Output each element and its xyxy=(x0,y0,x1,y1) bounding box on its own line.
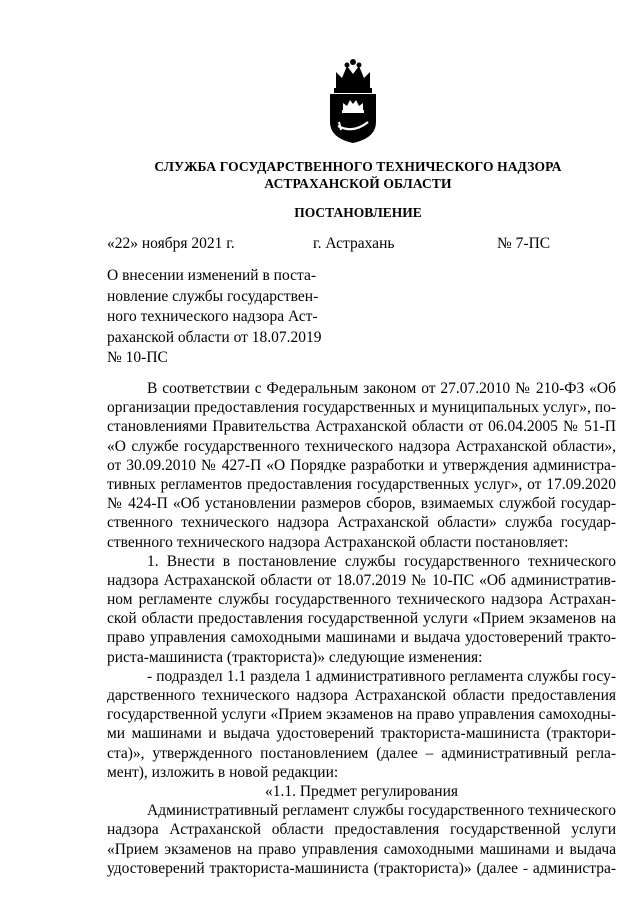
body-line: от 30.09.2010 № 427-П «О Порядке разработки и утверждения администра- xyxy=(107,456,616,474)
document-type-title: ПОСТАНОВЛЕНИЕ xyxy=(294,205,422,220)
body-line: организации предоставления государственных и муниципальных услуг», по- xyxy=(107,399,616,417)
body-line: 1. Внести в постановление службы государственного технического xyxy=(147,552,616,570)
body-line: ми машинами и выдача удостоверений тракториста-машиниста (трактори- xyxy=(107,725,616,743)
body-line: мент), изложить в новой редакции: xyxy=(107,763,339,781)
body-line: ном регламенте службы государственного технического надзора Астрахан- xyxy=(107,591,616,609)
document-number: № 7-ПС xyxy=(497,235,551,252)
org-name-line1: СЛУЖБА ГОСУДАРСТВЕННОГО ТЕХНИЧЕСКОГО НАДЗОРА xyxy=(154,159,562,174)
body-line: тивных регламентов предоставления государственных услуг», от 17.09.2020 xyxy=(107,475,616,493)
coat-of-arms-icon xyxy=(326,58,380,144)
org-name-line2: АСТРАХАНСКОЙ ОБЛАСТИ xyxy=(264,176,452,191)
document-subject xyxy=(107,266,343,369)
document-city: г. Астрахань xyxy=(313,235,395,252)
body-line: право управления самоходными машинами и выдача удостоверений тракто- xyxy=(107,629,616,647)
body-line: риста-машиниста (тракториста)» следующие изменения: xyxy=(107,648,483,666)
document-body xyxy=(107,379,616,878)
body-line: Административный регламент службы государственного технического xyxy=(147,802,616,820)
subject-line: ного технического надзора Аст- xyxy=(107,308,318,325)
body-line: ственного технического надзора Астраханской области постановляет: xyxy=(107,533,569,551)
body-line: ста)», утвержденного постановлением (далее – административный регла- xyxy=(107,744,616,762)
body-line: дарственного технического надзора Астраханской области предоставления xyxy=(107,687,616,704)
body-line: государственной услуги «Прием экзаменов на право управления самоходны- xyxy=(107,706,616,724)
body-line: надзора Астраханской области от 18.07.2019 № 10-ПС «Об административ- xyxy=(107,571,616,589)
body-line: «О службе государственного технического надзора Астраханской области», xyxy=(107,437,616,455)
subject-line: новление службы государствен- xyxy=(107,287,319,305)
body-line: становлениями Правительства Астраханской области от 06.04.2005 № 51-П xyxy=(107,418,616,436)
body-line: - подраздел 1.1 раздела 1 административного регламента службы госу- xyxy=(147,667,616,685)
subject-line: № 10-ПС xyxy=(107,349,168,366)
body-line: В соответствии с Федеральным законом от 27.07.2010 № 210-ФЗ «Об xyxy=(147,380,616,397)
body-line: ственного технического надзора Астраханской области» служба государ- xyxy=(107,514,616,532)
body-line: ской области предоставления государственной услуги «Прием экзаменов на xyxy=(107,610,616,628)
subject-line: раханской области от 18.07.2019 xyxy=(107,328,322,346)
body-line: удостоверений тракториста-машиниста (тракториста)» (далее - администра- xyxy=(107,859,616,877)
subject-line: О внесении изменений в поста- xyxy=(107,267,316,284)
document-date: «22» ноября 2021 г. xyxy=(107,235,235,252)
body-line: «1.1. Предмет регулирования xyxy=(264,782,459,800)
body-line: «Прием экзаменов на право управления самоходными машинами и выдача xyxy=(107,840,616,858)
body-line: № 424-П «Об установлении размеров сборов, взимаемых службой государ- xyxy=(107,495,616,513)
body-line: надзора Астраханской области предоставления государственной услуги xyxy=(107,821,616,839)
